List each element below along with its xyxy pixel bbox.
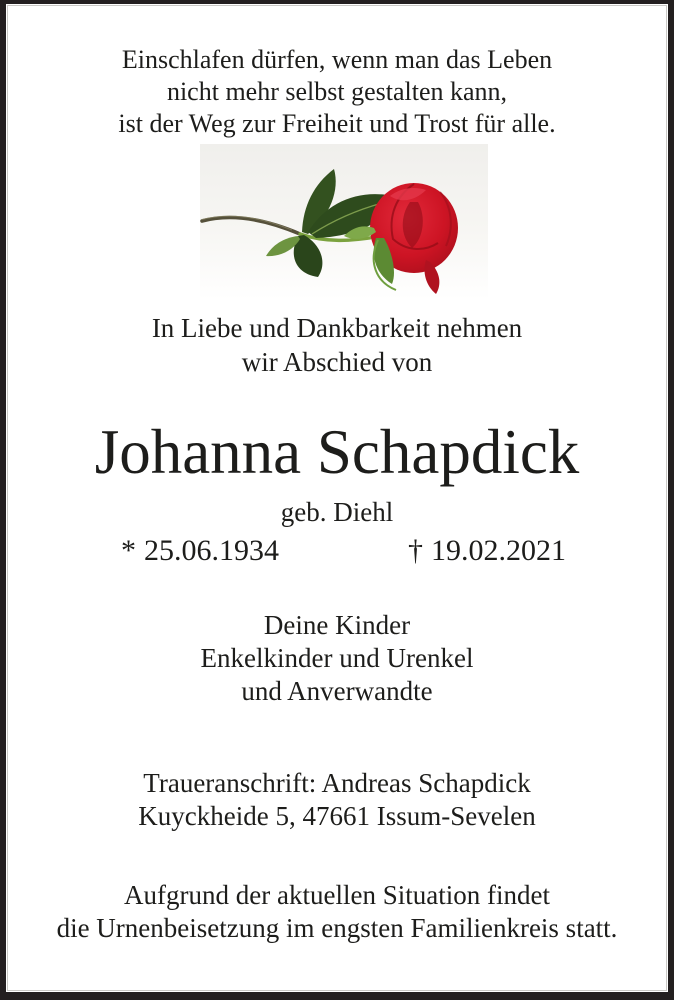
notice-line: die Urnenbeisetzung im engsten Familienkreis statt.: [56, 913, 618, 943]
quote-line: ist der Weg zur Freiheit und Trost für alle.: [118, 109, 556, 138]
life-dates: [0, 531, 674, 571]
intro-line: In Liebe und Dankbarkeit nehmen: [151, 313, 523, 343]
farewell-intro: [0, 311, 674, 379]
mourners: [0, 609, 674, 708]
red-rose-icon: [200, 144, 488, 300]
mourning-address: [0, 767, 674, 833]
notice-line: Aufgrund der aktuellen Situation findet: [124, 880, 550, 910]
death-date-value: 19.02.2021: [431, 534, 566, 567]
opening-quote: [0, 44, 674, 140]
address-line: Kuyckheide 5, 47661 Issum-Sevelen: [138, 801, 536, 831]
quote-line: nicht mehr selbst gestalten kann,: [166, 77, 508, 106]
quote-line: Einschlafen dürfen, wenn man das Leben: [121, 45, 553, 74]
death-cross-symbol: †: [408, 534, 423, 567]
intro-line: wir Abschied von: [241, 347, 433, 377]
birth-symbol: *: [121, 534, 136, 567]
birth-date-value: 25.06.1934: [144, 534, 279, 567]
funeral-notice: [0, 879, 674, 945]
rose-photo: [200, 144, 488, 300]
deceased-name: Johanna Schapdick: [94, 417, 580, 487]
maiden-name: geb. Diehl: [280, 497, 394, 527]
death-date: [300, 531, 674, 571]
mourners-line: und Anverwandte: [241, 676, 433, 706]
mourners-line: Enkelkinder und Urenkel: [200, 643, 474, 673]
mourners-line: Deine Kinder: [263, 610, 411, 640]
address-line: Traueranschrift: Andreas Schapdick: [143, 768, 531, 798]
